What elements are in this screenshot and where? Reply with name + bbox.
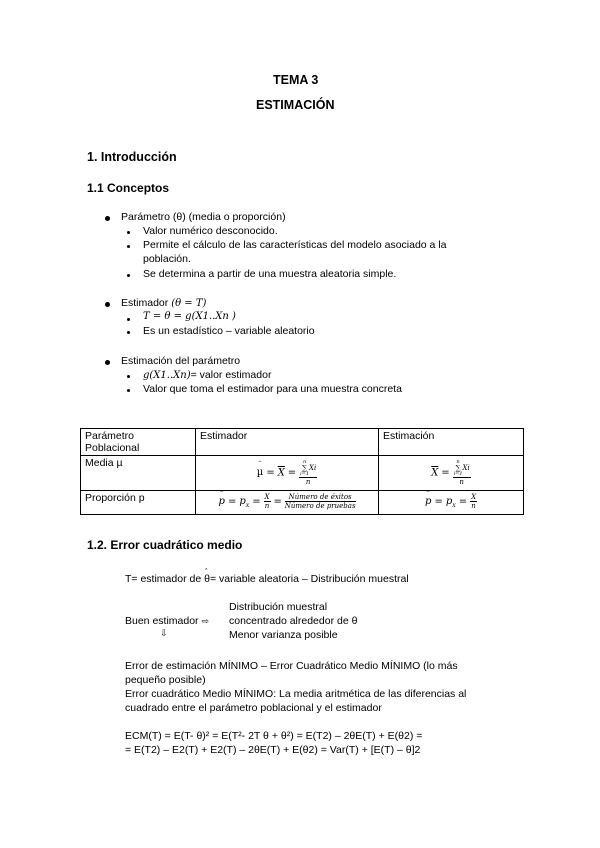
p-symbol: p [424, 496, 432, 508]
theta-symbol: θ [204, 573, 210, 585]
estimacion-heading: Estimación del parámetro [121, 355, 241, 367]
xbar-symbol: $\overline{X}$ [277, 467, 285, 479]
table-header-line: Parámetro [85, 430, 135, 442]
bullet-icon [127, 231, 130, 234]
ecm-t-text: T= estimador de [125, 573, 202, 585]
equals: = [458, 496, 468, 508]
fraction-numerator [453, 459, 471, 478]
param-item: Valor numérico desconocido. [143, 225, 278, 237]
xi-symbol: Xi [309, 464, 317, 472]
px-symbol [445, 496, 456, 510]
menor-label: Menor varianza posible [229, 629, 338, 641]
table-cell-formula [196, 456, 379, 491]
ecm-formula-line2: = E(T2) – E2(T) + E2(T) – 2θE(T) + E(θ2) = Var(T) + [E(T) – θ]2 [125, 744, 421, 756]
bullet-icon [105, 216, 110, 221]
doc-subtitle: ESTIMACIÓN [256, 98, 335, 112]
px-subscript: X [452, 503, 456, 510]
buen-estimador-label [125, 615, 209, 627]
table-header-param [81, 429, 196, 456]
bullet-icon [127, 318, 130, 321]
fraction-numerator [299, 459, 317, 478]
equals: = [266, 467, 275, 479]
estimador-math: (θ = T) [171, 298, 207, 309]
ecm-para2-line1: Error cuadrático Medio MÍNIMO: La media aritmética de las diferencias al [125, 688, 467, 700]
arrow-right-icon: ⇨ [201, 616, 210, 626]
table-header-estimador [196, 429, 379, 456]
param-item: Permite el cálculo de las características del modelo asociado a la [143, 239, 447, 251]
table-row [81, 429, 524, 456]
px-base: p [445, 496, 453, 508]
exitos-fraction [285, 493, 356, 510]
table-cell-formula [196, 491, 379, 515]
section-heading-1-2: 1.2. Error cuadrático medio [87, 538, 243, 552]
equals: = [228, 496, 237, 508]
param-item-cont: población. [143, 253, 191, 265]
p-symbol: p [218, 496, 225, 508]
table-cell-formula [379, 456, 524, 491]
hat-mark: ^ [257, 460, 262, 467]
hat-mark: ^ [205, 568, 208, 574]
fraction-denominator: Número de pruebas [284, 502, 356, 510]
bullet-icon [105, 360, 110, 365]
buen-text: Buen estimador [125, 615, 199, 627]
table-cell-formula [379, 491, 524, 515]
estimacion-text: = valor estimador [190, 369, 272, 381]
sum-lower: i=1 [453, 471, 463, 477]
ecm-para1-line1: Error de estimación MÍNIMO – Error Cuadrático Medio MÍNIMO (lo más [125, 660, 458, 672]
prop-fraction [470, 493, 477, 510]
px-subscript: X [245, 503, 250, 510]
sum-upper: n [302, 459, 307, 465]
estimators-table [80, 428, 524, 515]
bullet-icon [127, 331, 130, 334]
mean-fraction [453, 459, 471, 486]
fraction-numerator: Número de éxitos [285, 493, 356, 502]
equals: = [287, 467, 297, 479]
section-heading-1: 1. Introducción [87, 150, 177, 164]
estimacion-math: g(X1..Xn) [143, 370, 191, 381]
equals: = [252, 496, 261, 508]
table-header-text: Estimador [200, 430, 248, 442]
fraction-numerator: X [264, 493, 270, 501]
fraction-denominator: n [471, 502, 476, 510]
param-item: Se determina a partir de una muestra aleatoria simple. [143, 268, 397, 280]
table-row [81, 491, 524, 515]
equals: = [273, 496, 282, 508]
px-base: p [239, 496, 246, 508]
table-cell-label [81, 491, 196, 515]
sum-upper: n [456, 459, 460, 465]
mu-symbol: µ [256, 467, 264, 479]
doc-title: TEMA 3 [273, 73, 319, 87]
bullet-icon [105, 302, 110, 307]
table-header-line: Poblacional [85, 442, 140, 454]
ecm-formula-line1: ECM(T) = E(T- θ)² = E(T²- 2T θ + θ²) = E(T2) – 2θE(T) + E(θ2) = [125, 730, 423, 742]
sum-symbol: ∑ [302, 464, 308, 472]
equals: = [441, 467, 450, 479]
row-label: Proporción p [85, 492, 145, 504]
p-hat-symbol [218, 490, 228, 508]
param-heading: Parámetro (θ) (media o proporción) [121, 211, 286, 223]
arrow-down-icon: ⇩ [160, 628, 168, 638]
hat-mark: ^ [219, 490, 224, 497]
sum-lower: i=1 [300, 471, 310, 477]
ecm-t-line [125, 568, 409, 585]
xi-symbol: Xi [462, 464, 470, 472]
concentrado-label: concentrado alrededor de θ [229, 615, 358, 627]
equals: = [434, 496, 443, 508]
sum-symbol: ∑ [455, 464, 461, 472]
fraction-denominator: n [264, 502, 270, 510]
table-row [81, 456, 524, 491]
fraction-denominator: n [305, 478, 311, 486]
bullet-icon [127, 274, 130, 277]
mean-fraction [299, 459, 317, 486]
px-symbol [239, 496, 250, 510]
ecm-para1-line2: pequeño posible) [125, 674, 206, 686]
xbar-symbol: $\overline{X}$ [431, 467, 439, 479]
estimacion-item [143, 369, 271, 381]
bullet-icon [127, 375, 130, 378]
ecm-para2-line2: cuadrado entre el parámetro poblacional y el estimador [125, 702, 382, 714]
hat-mark: ^ [425, 490, 431, 497]
estimador-heading [121, 297, 206, 309]
fraction-denominator: n [459, 478, 464, 486]
theta-hat [204, 568, 210, 585]
p-hat-symbol [424, 490, 435, 508]
bullet-icon [127, 389, 130, 392]
section-heading-1-1: 1.1 Conceptos [87, 181, 170, 195]
estimador-label: Estimador [121, 297, 169, 309]
bullet-icon [127, 245, 130, 248]
prop-fraction [264, 493, 271, 510]
estimador-item: Es un estadístico – variable aleatorio [143, 325, 315, 337]
row-label: Media µ [85, 457, 123, 469]
estimador-formula: T = θ = g(X1..Xn ) [143, 311, 236, 322]
dist-label: Distribución muestral [229, 601, 328, 613]
table-header-estimacion [379, 429, 524, 456]
estimacion-item: Valor que toma el estimador para una muestra concreta [143, 383, 402, 395]
table-header-text: Estimación [383, 430, 435, 442]
fraction-numerator: X [471, 493, 477, 501]
mu-hat-symbol [256, 460, 267, 479]
table-cell-label [81, 456, 196, 491]
ecm-t-rest: = variable aleatoria – Distribución muestral [209, 573, 409, 585]
